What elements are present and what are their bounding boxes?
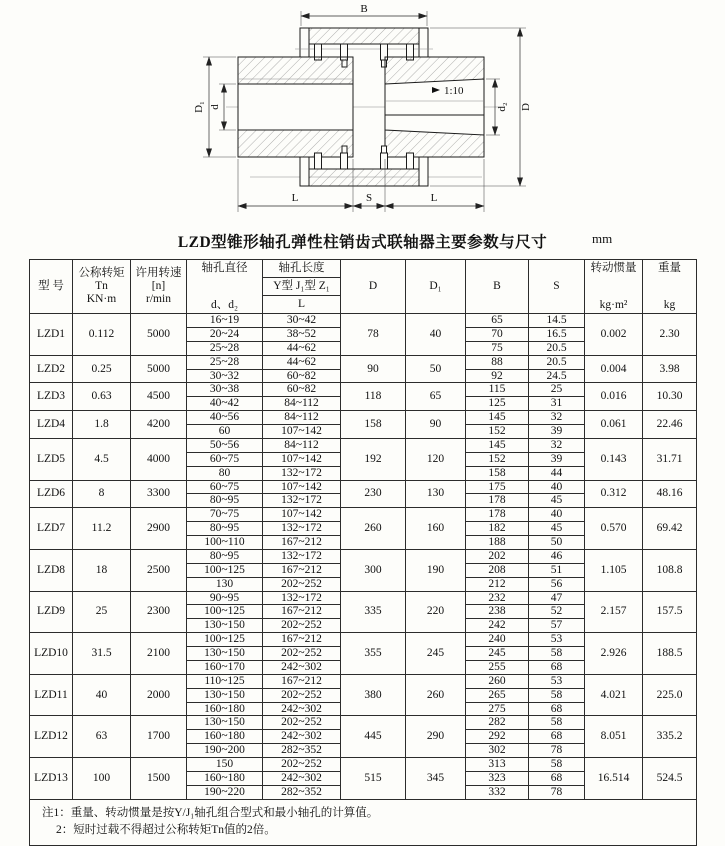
cell-speed: 2500	[131, 549, 187, 591]
cell-bore-diameter: 16~19	[187, 314, 263, 328]
cell-B: 178	[466, 508, 529, 522]
cell-S: 46	[529, 549, 585, 563]
cell-S: 20.5	[529, 341, 585, 355]
cell-S: 20.5	[529, 355, 585, 369]
cell-model: LZD2	[30, 355, 73, 383]
cell-bore-length: 282~352	[263, 785, 341, 799]
cell-B: 232	[466, 591, 529, 605]
cell-D: 158	[341, 411, 406, 439]
dim-label-d: d	[209, 104, 221, 110]
cell-S: 44	[529, 466, 585, 480]
cell-D1: 130	[406, 480, 466, 508]
cell-torque: 25	[73, 591, 131, 633]
cell-inertia: 0.312	[585, 480, 643, 508]
cell-D1: 190	[406, 549, 466, 591]
cell-B: 70	[466, 327, 529, 341]
cell-bore-length: 132~172	[263, 522, 341, 536]
dim-label-L-left: L	[291, 192, 299, 204]
cell-bore-length: 202~252	[263, 619, 341, 633]
cell-weight: 69.42	[643, 508, 697, 550]
header-torque: 公称转矩 Tn KN·m	[73, 260, 131, 314]
cell-torque: 0.25	[73, 355, 131, 383]
cell-speed: 2000	[131, 674, 187, 716]
cell-bore-length: 167~212	[263, 605, 341, 619]
note-2: 2：短时过载不得超过公称转矩Tn值的2倍。	[56, 823, 276, 836]
cell-S: 78	[529, 785, 585, 799]
cell-S: 51	[529, 563, 585, 577]
cell-torque: 11.2	[73, 508, 131, 550]
cell-speed: 2100	[131, 633, 187, 675]
cell-bore-diameter: 100~125	[187, 605, 263, 619]
cell-model: LZD7	[30, 508, 73, 550]
cell-S: 39	[529, 425, 585, 439]
cell-bore-length: 282~352	[263, 744, 341, 758]
cell-S: 24.5	[529, 369, 585, 383]
cell-model: LZD11	[30, 674, 73, 716]
cell-S: 16.5	[529, 327, 585, 341]
cell-S: 45	[529, 494, 585, 508]
cell-bore-diameter: 50~56	[187, 438, 263, 452]
table-row	[30, 411, 697, 425]
cell-weight: 3.98	[643, 355, 697, 383]
coupling-cross-section-diagram	[0, 0, 725, 228]
cell-bore-diameter: 25~28	[187, 355, 263, 369]
header-inertia: 转动惯量 kg·m²	[585, 260, 643, 314]
parameters-table	[29, 259, 697, 846]
cell-bore-diameter: 20~24	[187, 327, 263, 341]
cell-weight: 225.0	[643, 674, 697, 716]
cell-torque: 40	[73, 674, 131, 716]
cell-weight: 108.8	[643, 549, 697, 591]
cell-bore-diameter: 150	[187, 758, 263, 772]
cell-B: 145	[466, 411, 529, 425]
cell-inertia: 0.016	[585, 383, 643, 411]
cell-S: 14.5	[529, 314, 585, 328]
cell-S: 25	[529, 383, 585, 397]
page-title: LZD型锥形轴孔弹性柱销齿式联轴器主要参数与尺寸	[177, 234, 548, 251]
header-bore-diameter: 轴孔直径 d、d₂	[187, 260, 263, 314]
cell-bore-length: 202~252	[263, 758, 341, 772]
cell-S: 47	[529, 591, 585, 605]
cell-D: 515	[341, 758, 406, 800]
cell-bore-length: 242~302	[263, 771, 341, 785]
table-row	[30, 674, 697, 688]
cell-bore-length: 242~302	[263, 702, 341, 716]
cell-bore-length: 84~112	[263, 438, 341, 452]
cell-bore-length: 202~252	[263, 716, 341, 730]
cell-B: 75	[466, 341, 529, 355]
cell-S: 57	[529, 619, 585, 633]
cell-B: 265	[466, 688, 529, 702]
cell-bore-length: 242~302	[263, 660, 341, 674]
header-model: 型 号	[30, 260, 73, 314]
taper-ratio-label: 1:10	[444, 85, 464, 97]
cell-bore-diameter: 190~220	[187, 785, 263, 799]
coupling-drawing	[0, 0, 725, 228]
table-notes	[30, 799, 697, 845]
cell-S: 58	[529, 758, 585, 772]
cell-bore-diameter: 160~180	[187, 771, 263, 785]
cell-bore-diameter: 130	[187, 577, 263, 591]
cell-B: 182	[466, 522, 529, 536]
cell-bore-diameter: 90~95	[187, 591, 263, 605]
cell-bore-length: 38~52	[263, 327, 341, 341]
cell-bore-length: 107~142	[263, 480, 341, 494]
cell-S: 53	[529, 633, 585, 647]
cell-B: 92	[466, 369, 529, 383]
cell-D: 78	[341, 314, 406, 356]
header-S: S	[529, 260, 585, 314]
cell-bore-diameter: 130~150	[187, 619, 263, 633]
cell-weight: 22.46	[643, 411, 697, 439]
cell-D: 230	[341, 480, 406, 508]
cell-weight: 157.5	[643, 591, 697, 633]
cell-weight: 31.71	[643, 438, 697, 480]
cell-bore-length: 167~212	[263, 674, 341, 688]
cell-torque: 63	[73, 716, 131, 758]
header-weight: 重量 kg	[643, 260, 697, 314]
cell-inertia: 8.051	[585, 716, 643, 758]
cell-B: 188	[466, 536, 529, 550]
cell-bore-diameter: 40~42	[187, 397, 263, 411]
cell-bore-diameter: 80	[187, 466, 263, 480]
cell-B: 65	[466, 314, 529, 328]
cell-S: 52	[529, 605, 585, 619]
cell-D1: 90	[406, 411, 466, 439]
cell-speed: 3300	[131, 480, 187, 508]
header-row	[30, 260, 697, 278]
dim-label-d2: d₂	[496, 102, 508, 112]
cell-speed: 2300	[131, 591, 187, 633]
cell-weight: 188.5	[643, 633, 697, 675]
table-row	[30, 633, 697, 647]
cell-inertia: 1.105	[585, 549, 643, 591]
cell-bore-diameter: 40~56	[187, 411, 263, 425]
cell-inertia: 2.926	[585, 633, 643, 675]
cell-inertia: 4.021	[585, 674, 643, 716]
cell-B: 332	[466, 785, 529, 799]
cell-bore-diameter: 30~38	[187, 383, 263, 397]
table-body	[30, 314, 697, 846]
cell-bore-diameter: 80~95	[187, 494, 263, 508]
cell-D: 90	[341, 355, 406, 383]
cell-B: 240	[466, 633, 529, 647]
dim-label-D1: D₁	[193, 101, 205, 113]
table-row	[30, 716, 697, 730]
cell-bore-length: 44~62	[263, 341, 341, 355]
cell-D1: 120	[406, 438, 466, 480]
cell-S: 50	[529, 536, 585, 550]
cell-bore-length: 44~62	[263, 355, 341, 369]
cell-B: 313	[466, 758, 529, 772]
cell-B: 212	[466, 577, 529, 591]
table-row	[30, 355, 697, 369]
cell-bore-diameter: 130~150	[187, 716, 263, 730]
cell-bore-diameter: 25~28	[187, 341, 263, 355]
cell-bore-diameter: 100~125	[187, 633, 263, 647]
cell-S: 68	[529, 730, 585, 744]
cell-inertia: 16.514	[585, 758, 643, 800]
cell-bore-length: 132~172	[263, 591, 341, 605]
cell-D: 300	[341, 549, 406, 591]
cell-S: 56	[529, 577, 585, 591]
header-B: B	[466, 260, 529, 314]
right-hub	[385, 57, 484, 157]
cell-D1: 245	[406, 633, 466, 675]
cell-D1: 345	[406, 758, 466, 800]
cell-torque: 0.112	[73, 314, 131, 356]
dimension-B	[301, 3, 427, 26]
cell-S: 78	[529, 744, 585, 758]
cell-B: 158	[466, 466, 529, 480]
cell-speed: 5000	[131, 355, 187, 383]
title-bar	[0, 230, 725, 256]
cell-bore-diameter: 110~125	[187, 674, 263, 688]
table-row	[30, 480, 697, 494]
cell-torque: 8	[73, 480, 131, 508]
cell-D1: 65	[406, 383, 466, 411]
cell-D1: 290	[406, 716, 466, 758]
cell-bore-length: 30~42	[263, 314, 341, 328]
cell-bore-diameter: 70~75	[187, 508, 263, 522]
cell-model: LZD1	[30, 314, 73, 356]
cell-bore-diameter: 60	[187, 425, 263, 439]
cell-B: 238	[466, 605, 529, 619]
cell-B: 152	[466, 425, 529, 439]
cell-D: 260	[341, 508, 406, 550]
cell-S: 40	[529, 480, 585, 494]
cell-bore-length: 107~142	[263, 425, 341, 439]
header-bore-length-types: Y型 J₁型 Z₁	[263, 278, 341, 296]
cell-model: LZD8	[30, 549, 73, 591]
cell-inertia: 0.143	[585, 438, 643, 480]
cell-D: 192	[341, 438, 406, 480]
cell-torque: 18	[73, 549, 131, 591]
cell-bore-length: 60~82	[263, 383, 341, 397]
header-bore-length: 轴孔长度	[263, 260, 341, 278]
cell-bore-length: 107~142	[263, 508, 341, 522]
cell-speed: 4000	[131, 438, 187, 480]
cell-bore-diameter: 130~150	[187, 647, 263, 661]
cell-S: 68	[529, 771, 585, 785]
cell-B: 115	[466, 383, 529, 397]
cell-bore-length: 132~172	[263, 466, 341, 480]
cell-B: 260	[466, 674, 529, 688]
table-row	[30, 438, 697, 452]
table-header	[30, 260, 697, 314]
cell-bore-diameter: 100~125	[187, 563, 263, 577]
cell-speed: 4200	[131, 411, 187, 439]
cell-D: 118	[341, 383, 406, 411]
cell-torque: 1.8	[73, 411, 131, 439]
header-speed: 许用转速 [n] r/min	[131, 260, 187, 314]
cell-weight: 524.5	[643, 758, 697, 800]
cell-bore-length: 202~252	[263, 647, 341, 661]
table-row	[30, 508, 697, 522]
header-D1: D₁	[406, 260, 466, 314]
cell-bore-length: 167~212	[263, 536, 341, 550]
cell-bore-diameter: 30~32	[187, 369, 263, 383]
cell-B: 145	[466, 438, 529, 452]
cell-S: 58	[529, 716, 585, 730]
cell-B: 88	[466, 355, 529, 369]
notes-row	[30, 799, 697, 845]
cell-bore-length: 242~302	[263, 730, 341, 744]
cell-bore-diameter: 60~75	[187, 452, 263, 466]
cell-inertia: 0.061	[585, 411, 643, 439]
cell-D: 380	[341, 674, 406, 716]
cell-bore-length: 132~172	[263, 494, 341, 508]
cell-D: 355	[341, 633, 406, 675]
cell-speed: 4500	[131, 383, 187, 411]
note-1: 注1：重量、转动惯量是按Y/J₁轴孔组合型式和最小轴孔的计算值。	[42, 806, 379, 819]
cell-torque: 100	[73, 758, 131, 800]
cell-bore-diameter: 160~170	[187, 660, 263, 674]
cell-B: 178	[466, 494, 529, 508]
cell-bore-length: 202~252	[263, 577, 341, 591]
cell-bore-length: 84~112	[263, 397, 341, 411]
cell-bore-diameter: 80~95	[187, 549, 263, 563]
cell-D1: 260	[406, 674, 466, 716]
cell-D1: 160	[406, 508, 466, 550]
table-row	[30, 549, 697, 563]
cell-S: 31	[529, 397, 585, 411]
cell-B: 323	[466, 771, 529, 785]
cell-B: 208	[466, 563, 529, 577]
table-row	[30, 383, 697, 397]
cell-S: 45	[529, 522, 585, 536]
cell-speed: 1500	[131, 758, 187, 800]
cell-D1: 220	[406, 591, 466, 633]
cell-weight: 335.2	[643, 716, 697, 758]
cell-inertia: 0.002	[585, 314, 643, 356]
dim-label-L-right: L	[430, 192, 438, 204]
cell-bore-length: 107~142	[263, 452, 341, 466]
cell-bore-diameter: 80~95	[187, 522, 263, 536]
cell-bore-length: 60~82	[263, 369, 341, 383]
cell-S: 58	[529, 688, 585, 702]
cell-inertia: 0.004	[585, 355, 643, 383]
cell-weight: 2.30	[643, 314, 697, 356]
dim-label-S: S	[365, 192, 373, 204]
cell-inertia: 2.157	[585, 591, 643, 633]
cell-bore-length: 202~252	[263, 688, 341, 702]
cell-B: 275	[466, 702, 529, 716]
cell-model: LZD10	[30, 633, 73, 675]
cell-speed: 1700	[131, 716, 187, 758]
cell-D: 445	[341, 716, 406, 758]
cell-D: 335	[341, 591, 406, 633]
left-hub	[238, 57, 353, 157]
cell-speed: 2900	[131, 508, 187, 550]
cell-S: 40	[529, 508, 585, 522]
cell-torque: 31.5	[73, 633, 131, 675]
cell-bore-diameter: 160~180	[187, 702, 263, 716]
cell-D1: 50	[406, 355, 466, 383]
cell-model: LZD4	[30, 411, 73, 439]
cell-S: 68	[529, 702, 585, 716]
cell-model: LZD13	[30, 758, 73, 800]
header-D: D	[341, 260, 406, 314]
cell-model: LZD9	[30, 591, 73, 633]
cell-S: 32	[529, 411, 585, 425]
cell-bore-length: 167~212	[263, 563, 341, 577]
cell-D1: 40	[406, 314, 466, 356]
cell-model: LZD6	[30, 480, 73, 508]
cell-B: 302	[466, 744, 529, 758]
cell-B: 255	[466, 660, 529, 674]
dim-label-D: D	[520, 103, 532, 111]
cell-bore-diameter: 130~150	[187, 688, 263, 702]
cell-B: 125	[466, 397, 529, 411]
cell-S: 58	[529, 647, 585, 661]
cell-model: LZD5	[30, 438, 73, 480]
cell-S: 32	[529, 438, 585, 452]
cell-S: 53	[529, 674, 585, 688]
cell-B: 152	[466, 452, 529, 466]
cell-B: 282	[466, 716, 529, 730]
table-row	[30, 591, 697, 605]
cell-bore-diameter: 160~180	[187, 730, 263, 744]
cell-B: 202	[466, 549, 529, 563]
cell-B: 242	[466, 619, 529, 633]
cell-model: LZD12	[30, 716, 73, 758]
cell-bore-length: 84~112	[263, 411, 341, 425]
cell-model: LZD3	[30, 383, 73, 411]
cell-B: 292	[466, 730, 529, 744]
cell-S: 39	[529, 452, 585, 466]
cell-bore-diameter: 190~200	[187, 744, 263, 758]
cell-weight: 10.30	[643, 383, 697, 411]
table-row	[30, 314, 697, 328]
cell-bore-diameter: 60~75	[187, 480, 263, 494]
cell-inertia: 0.570	[585, 508, 643, 550]
cell-bore-diameter: 100~110	[187, 536, 263, 550]
cell-S: 68	[529, 660, 585, 674]
cell-speed: 5000	[131, 314, 187, 356]
cell-bore-length: 167~212	[263, 633, 341, 647]
cell-B: 245	[466, 647, 529, 661]
cell-torque: 0.63	[73, 383, 131, 411]
dim-label-B: B	[360, 3, 368, 15]
cell-weight: 48.16	[643, 480, 697, 508]
header-bore-length-L: L	[263, 296, 341, 314]
cell-torque: 4.5	[73, 438, 131, 480]
unit-label: mm	[592, 231, 613, 246]
cell-bore-length: 132~172	[263, 549, 341, 563]
table-row	[30, 758, 697, 772]
cell-B: 175	[466, 480, 529, 494]
